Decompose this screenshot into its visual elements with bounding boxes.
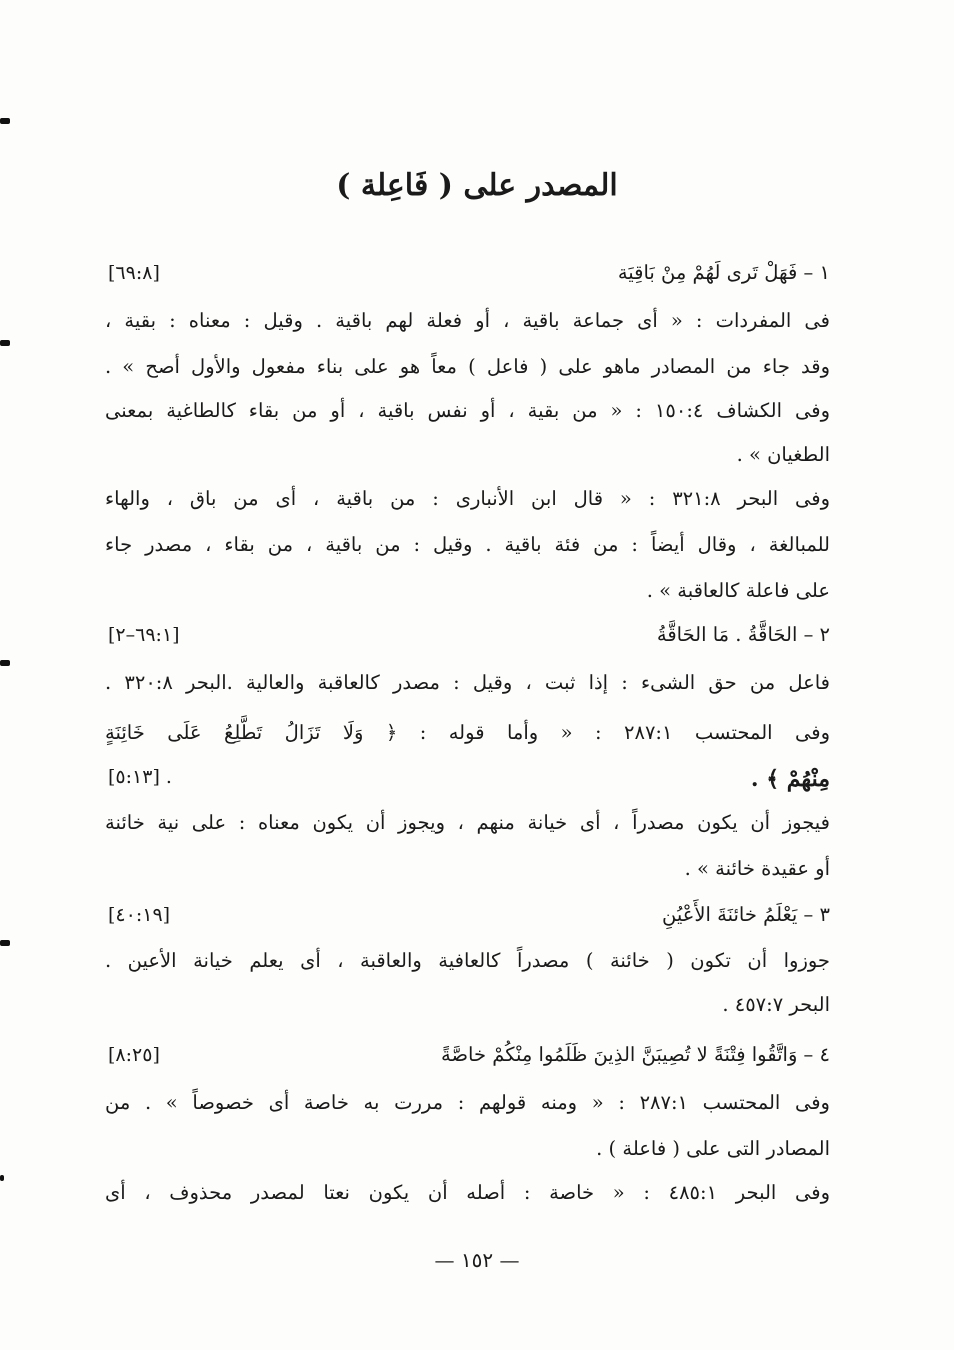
scan-edge-mark	[0, 118, 10, 124]
text-line: وفى الكشاف ١٥٠:٤ : « من بقية ، أو نفس باقية ، أو من بقاء كالطاغية بمعنى	[105, 399, 830, 422]
scan-edge-mark	[0, 1175, 4, 1181]
text-line: أو عقيدة خائنة » .	[684, 857, 830, 880]
scan-edge-mark	[0, 940, 10, 946]
scan-edge-mark	[0, 340, 10, 346]
quote-reference: [٥:١٣] .	[108, 766, 172, 788]
text-line: وفى البحر ٣٢١:٨ : « قال ابن الأنبارى : من باقية ، أى من باق ، والهاء	[105, 487, 830, 510]
text-line: فيجوز أن يكون مصدراً ، أى خيانة منهم ، ويجوز أن يكون معناه : على نية خائنة	[105, 811, 830, 834]
page-number: — ١٥٢ —	[434, 1248, 520, 1272]
text-line: وفى البحر ٤٨٥:١ : « خاصة : أصله أن يكون نعتا لمصدر محذوف ، أى	[105, 1181, 830, 1204]
text-line: المصادر التى على ( فاعلة ) .	[596, 1137, 830, 1160]
entry-1-heading: ١ – فَهَلْ تَرى لَهُمْ مِنْ بَاقِيَة	[617, 261, 830, 284]
entry-2-reference: [٦٩:١–٢]	[108, 624, 180, 646]
text-line: جوزوا أن تكون ( خائنة ) مصدراً كالعافية والعاقبة ، أى يعلم خيانة الأعين .	[105, 949, 830, 972]
entry-2-heading: ٢ – الحَاقَّةُ . مَا الحَاقَّةُ	[656, 623, 830, 646]
entry-3-heading: ٣ – يَعْلَمُ خائنَةَ الأَعْيُنِ	[662, 903, 830, 926]
scan-edge-mark	[0, 660, 10, 666]
text-line: للمبالغة ، وقال أيضاً : من فئة باقية . وقيل : من باقية ، من بقاء ، مصدر جاء	[105, 533, 830, 556]
page-title: المصدر على ( فَاعِلة )	[336, 168, 618, 203]
entry-4-heading: ٤ – وَاتَّقُوا فِتْنَةً لا تُصِيبَنَّ الذِينَ ظَلَمُوا مِنْكُمْ خاصَّةً	[441, 1043, 830, 1066]
text-line: البحر ٤٥٧:٧ .	[722, 993, 830, 1016]
entry-1-reference: [٦٩:٨]	[108, 262, 160, 284]
text-line: الطغيان » .	[736, 443, 830, 466]
entry-4-reference: [٨:٢٥]	[108, 1044, 160, 1066]
entry-3-reference: [٤٠:١٩]	[108, 904, 171, 926]
text-line: وفى المحتسب ٢٨٧:١ : « ومنه قولهم : مررت به خاصة أى خصوصاً » . من	[105, 1091, 830, 1114]
text-line: فى المفردات : « أى جماعة باقية ، أو فعلة لهم باقية . وقيل : معناه : بقية ،	[105, 309, 830, 332]
text-line: على فاعلة كالعاقبة » .	[646, 579, 830, 602]
text-line: فاعل من حق الشىء : إذا ثبت ، وقيل : مصدر كالعاقبة والعالية .البحر ٣٢٠:٨ .	[105, 671, 831, 694]
quran-quote-line: مِنْهُمْ ﴾ .	[750, 766, 830, 792]
text-line: وقد جاء من المصادر ماهو على ( فاعل ) معاً هو على بناء مفعول والأول أصح » .	[105, 355, 830, 378]
text-line: وفى المحتسب ٢٨٧:١ : « وأما قوله : ﴿ وَلَا تَزَالُ تَطَّلِعُ عَلَى خَائِنَةٍ	[105, 721, 830, 744]
